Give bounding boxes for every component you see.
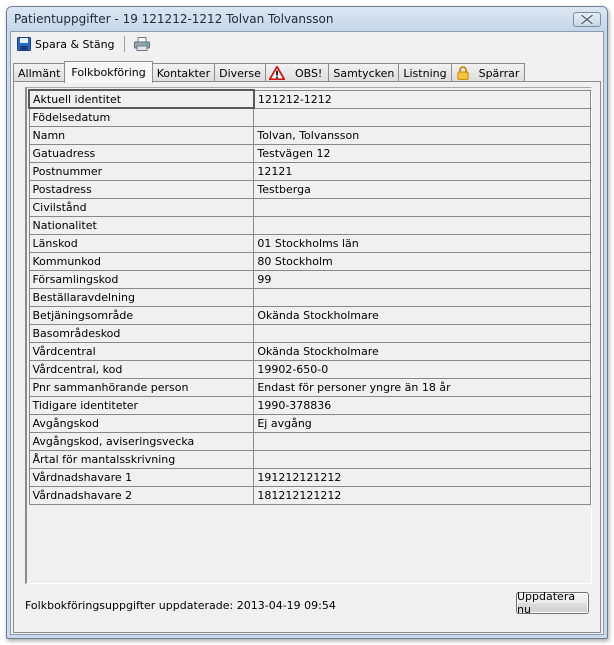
property-table [28,89,591,505]
row-key: Civilstånd [29,198,254,216]
row-value[interactable]: 12121 [254,162,591,180]
table-row[interactable] [29,126,591,144]
row-key: Beställaravdelning [29,288,254,306]
row-value[interactable] [254,324,591,342]
row-value[interactable] [254,288,591,306]
row-key: Aktuell identitet [29,90,254,108]
table-row[interactable] [29,306,591,324]
close-x-icon [581,15,593,24]
row-value[interactable]: Okända Stockholmare [254,306,591,324]
table-row[interactable] [29,90,591,108]
row-key: Betjäningsområde [29,306,254,324]
table-row[interactable] [29,342,591,360]
row-key: Nationalitet [29,216,254,234]
printer-icon [134,37,150,51]
row-value[interactable] [254,432,591,450]
row-value[interactable] [254,216,591,234]
close-button[interactable] [573,12,601,27]
row-key: Församlingskod [29,270,254,288]
folkbokforing-panel [13,81,601,633]
tab-label: OBS! [294,66,323,80]
row-value[interactable]: 80 Stockholm [254,252,591,270]
row-value[interactable]: Testvägen 12 [254,144,591,162]
row-value[interactable]: 99 [254,270,591,288]
padlock-icon [457,66,469,80]
table-row[interactable] [29,162,591,180]
table-row[interactable] [29,378,591,396]
row-key: Pnr sammanhörande person [29,378,254,396]
table-row[interactable] [29,108,591,126]
print-button[interactable] [131,34,153,54]
property-grid [25,87,592,584]
table-row[interactable] [29,450,591,468]
row-value[interactable]: Endast för personer yngre än 18 år [254,378,591,396]
toolbar [11,32,603,56]
tab-label: Kontakter [156,66,211,80]
table-row[interactable] [29,288,591,306]
table-row[interactable] [29,432,591,450]
update-now-button[interactable]: Uppdatera nu [516,592,589,614]
row-key: Vårdnadshavare 1 [29,468,254,486]
row-value[interactable]: 01 Stockholms län [254,234,591,252]
table-row[interactable] [29,270,591,288]
window-title: Patientuppgifter - 19 121212-1212 Tolvan Tolvansson [14,12,334,26]
tab-folkbokforing[interactable] [64,61,152,83]
row-key: Vårdnadshavare 2 [29,486,254,504]
row-value[interactable]: Testberga [254,180,591,198]
last-updated-status: Folkbokföringsuppgifter uppdaterade: 2013-04-19 09:54 [25,599,336,612]
row-key: Vårdcentral [29,342,254,360]
table-row[interactable] [29,252,591,270]
table-row[interactable] [29,414,591,432]
row-value[interactable] [254,198,591,216]
row-key: Avgångskod [29,414,254,432]
row-key: Länskod [29,234,254,252]
row-key: Födelsedatum [29,108,254,126]
row-value[interactable]: Tolvan, Tolvansson [254,126,591,144]
table-row[interactable] [29,198,591,216]
table-row[interactable] [29,234,591,252]
row-key: Gatuadress [29,144,254,162]
row-key: Tidigare identiteter [29,396,254,414]
row-key: Kommunkod [29,252,254,270]
row-value[interactable]: 121212-1212 [254,90,591,108]
tab-obs[interactable] [265,63,329,82]
tab-allmant[interactable] [13,63,65,82]
toolbar-separator [124,36,125,52]
tab-label: Allmänt [18,66,61,80]
row-value[interactable] [254,108,591,126]
tab-label: Listning [403,66,447,80]
row-value[interactable]: Okända Stockholmare [254,342,591,360]
table-row[interactable] [29,486,591,504]
table-row[interactable] [29,144,591,162]
floppy-disk-icon [17,37,31,51]
save-and-close-label: Spara & Stäng [35,37,115,51]
row-key: Årtal för mantalsskrivning [29,450,254,468]
row-key: Basområdeskod [29,324,254,342]
warning-triangle-icon [269,66,285,80]
tab-samtycken[interactable] [328,63,399,82]
row-key: Vårdcentral, kod [29,360,254,378]
tab-sparrar[interactable] [451,63,526,82]
row-value[interactable]: 191212121212 [254,468,591,486]
row-key: Avgångskod, aviseringsvecka [29,432,254,450]
tab-label: Folkbokföring [71,66,146,79]
save-and-close-button[interactable] [14,34,118,54]
tab-label: Diverse [219,66,261,80]
table-row[interactable] [29,396,591,414]
table-row[interactable] [29,324,591,342]
table-row[interactable] [29,180,591,198]
tab-diverse[interactable] [214,63,266,82]
tab-kontakter[interactable] [152,63,215,82]
row-value[interactable]: 19902-650-0 [254,360,591,378]
row-key: Postnummer [29,162,254,180]
tab-listning[interactable] [398,63,451,82]
tab-label: Spärrar [478,66,520,80]
title-bar[interactable] [7,7,607,31]
tab-label: Samtycken [333,66,395,80]
row-value[interactable]: 181212121212 [254,486,591,504]
table-row[interactable] [29,216,591,234]
row-key: Namn [29,126,254,144]
row-value[interactable]: Ej avgång [254,414,591,432]
patient-info-window [6,6,608,639]
row-value[interactable]: 1990-378836 [254,396,591,414]
table-row[interactable] [29,360,591,378]
row-key: Postadress [29,180,254,198]
row-value[interactable] [254,450,591,468]
tab-strip [13,60,524,82]
table-row[interactable] [29,468,591,486]
window-client-area [10,31,604,635]
